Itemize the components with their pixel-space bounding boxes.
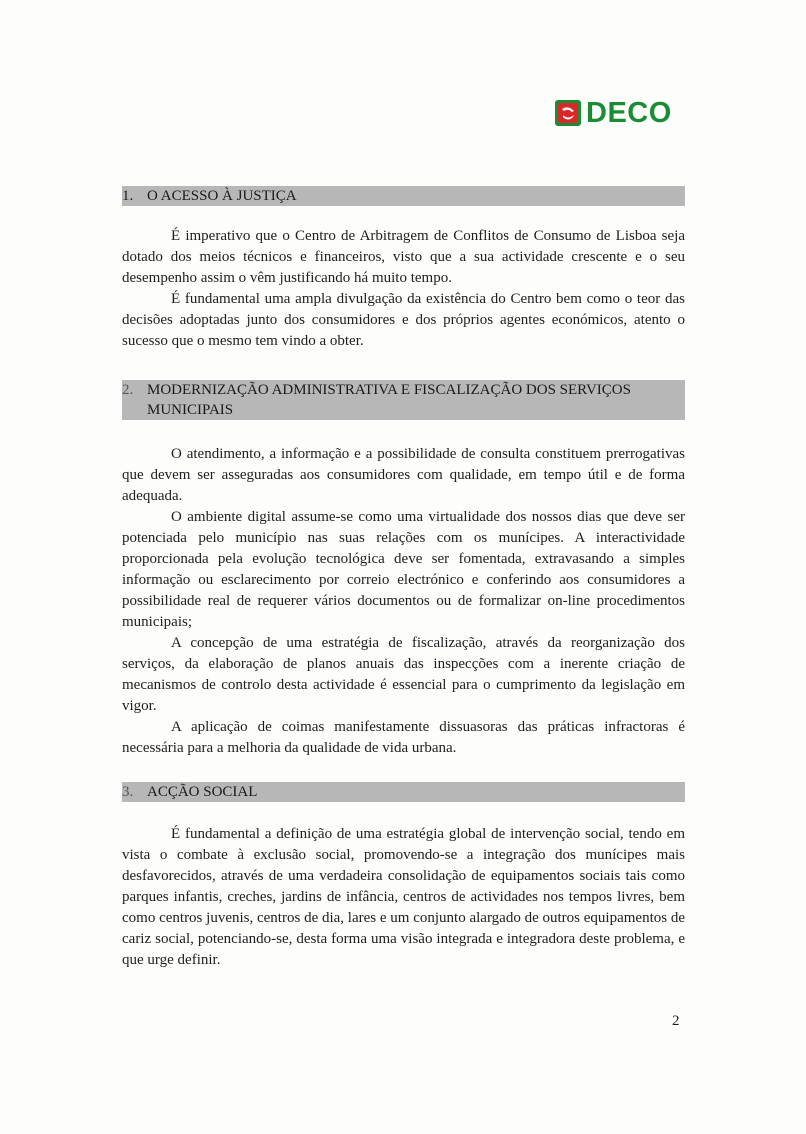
paragraph: É fundamental a definição de uma estratégia global de intervenção social, tendo em vista o combate à exclusão social, promovendo-se a integração dos munícipes mais desfavorecidos, através de uma verdadeira consolidação de equipamentos sociais tais como parques infantis, creches, jardins de infância, centros de actividades nos tempos livres, bem como centros juvenis, centros de dia, lares e um conjunto alargado de outros equipamentos de cariz social, potenciando-se, desta forma uma visão integrada e integradora deste problema, e que urge definir. xyxy=(122,826,685,968)
paragraph: É imperativo que o Centro de Arbitragem de Conflitos de Consumo de Lisboa seja dotado dos meios técnicos e financeiros, visto que a sua actividade crescente e o seu desempenho assim o vêm justificando há muito tempo. xyxy=(122,228,685,286)
page-number: 2 xyxy=(672,1013,680,1029)
section-heading xyxy=(122,380,685,420)
section-heading xyxy=(122,186,685,206)
paragraph: O ambiente digital assume-se como uma virtualidade dos nossos dias que deve ser potenciada pelo município nas suas relações com os munícipes. A interactividade proporcionada pela evolução tecnológica deve ser fomentada, extravasando a simples informação ou esclarecimento por correio electrónico e conferindo aos consumidores a possibilidade real de requerer vários documentos ou de formalizar on-line procedimentos municipais; xyxy=(122,509,685,630)
document-body xyxy=(122,186,685,971)
section-number: 3. xyxy=(122,784,134,800)
paragraph: É fundamental uma ampla divulgação da existência do Centro bem como o teor das decisões adoptadas junto dos consumidores e dos próprios agentes económicos, atento o sucesso que o mesmo tem vindo a obter. xyxy=(122,291,685,349)
section-number: 1. xyxy=(122,188,134,204)
deco-logo-text: DECO xyxy=(586,97,672,129)
section-social-action xyxy=(122,782,685,971)
deco-logo-icon xyxy=(555,100,581,126)
section-access-to-justice xyxy=(122,186,685,352)
paragraph: A aplicação de coimas manifestamente dissuasoras das práticas infractoras é necessária para a melhoria da qualidade de vida urbana. xyxy=(122,719,685,756)
section-number: 2. xyxy=(122,382,134,398)
section-administrative-modernization xyxy=(122,380,685,759)
paragraph: O atendimento, a informação e a possibilidade de consulta constituem prerrogativas que devem ser asseguradas aos consumidores com qualidade, em tempo útil e de forma adequada. xyxy=(122,446,685,504)
section-title: ACÇÃO SOCIAL xyxy=(147,784,258,800)
paragraph: A concepção de uma estratégia de fiscalização, através da reorganização dos serviços, da elaboração de planos anuais das inspecções com a inerente criação de mecanismos de controlo desta actividade é essencial para o cumprimento da legislação em vigor. xyxy=(122,635,685,714)
section-title: O ACESSO À JUSTIÇA xyxy=(147,188,297,204)
section-title: MODERNIZAÇÃO ADMINISTRATIVA E FISCALIZAÇÃO DOS SERVIÇOS MUNICIPAIS xyxy=(147,382,631,418)
deco-logo xyxy=(555,99,672,127)
section-heading xyxy=(122,782,685,802)
